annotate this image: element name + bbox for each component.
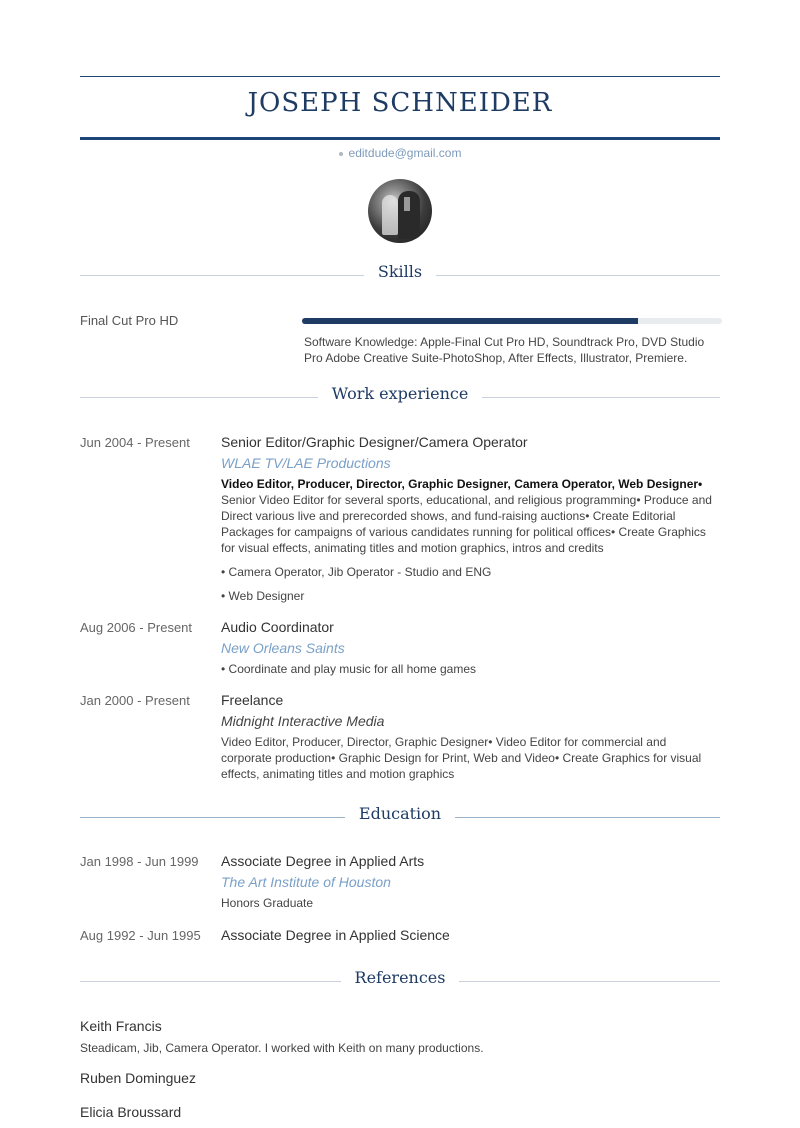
employer-name: Midnight Interactive Media [221,713,385,729]
reference-name: Ruben Dominguez [80,1070,196,1086]
header-top-rule [80,76,720,77]
job-bullet: • Web Designer [221,589,305,603]
education-dates: Jan 1998 - Jun 1999 [80,854,199,869]
work-entry [221,434,716,604]
degree-title: Associate Degree in Applied Science [221,927,450,943]
degree-title: Associate Degree in Applied Arts [221,853,425,869]
education-entry [221,853,716,911]
work-heading: Work experience [318,384,483,403]
education-note: Honors Graduate [221,896,314,910]
job-bullet: • Camera Operator, Jib Operator - Studio and ENG [221,565,492,579]
school-link[interactable]: The Art Institute of Houston [221,874,391,890]
job-title: Freelance [221,692,284,708]
work-dates: Aug 2006 - Present [80,620,193,635]
job-bullet: • Coordinate and play music for all home games [221,662,476,676]
job-description: Video Editor, Producer, Director, Graphic Designer• Video Editor for commercial and corporate production• Graphic Design for Print, Web and Video• Create Graphics for visual effects, animating titles and motion graphics [221,735,702,781]
work-entry [221,692,716,782]
job-title: Senior Editor/Graphic Designer/Camera Operator [221,434,528,450]
education-entry [221,927,716,943]
skill-level-fill [302,318,638,324]
work-dates: Jun 2004 - Present [80,435,190,450]
bullet-icon [339,152,343,156]
reference-name: Keith Francis [80,1018,162,1034]
skills-heading: Skills [364,262,436,281]
skill-description: Software Knowledge: Apple-Final Cut Pro HD, Soundtrack Pro, DVD Studio Pro Adobe Creative Suite-PhotoShop, After Effects, Illustrator, Premiere. [304,335,705,365]
education-heading: Education [345,804,455,823]
skill-name: Final Cut Pro HD [80,313,179,328]
job-description: Senior Video Editor for several sports, educational, and religious programming• Produce and Direct various live and prerecorded shows, and fund-raising auctions• Create Editorial Packages for campaigns of various candidates running for political offices• Create Graphics for visual effects, animating titles and motion graphics, intros and credits [221,493,712,555]
work-entry [221,619,716,677]
reference-description: Steadicam, Jib, Camera Operator. I worked with Keith on many productions. [80,1041,484,1055]
education-dates: Aug 1992 - Jun 1995 [80,928,201,943]
employer-link[interactable]: New Orleans Saints [221,640,345,656]
email-link[interactable]: editdude@gmail.com [348,146,462,160]
avatar [368,179,432,243]
job-highlight: Video Editor, Producer, Director, Graphic Designer, Camera Operator, Web Designer• [221,477,703,491]
references-heading: References [341,968,460,987]
work-dates: Jan 2000 - Present [80,693,190,708]
employer-link[interactable]: WLAE TV/LAE Productions [221,455,391,471]
contact-row [80,146,720,160]
reference-name: Elicia Broussard [80,1104,182,1120]
candidate-name: JOSEPH SCHNEIDER [247,88,553,118]
skill-level-bar [302,318,722,324]
header-bottom-rule [80,137,720,140]
job-title: Audio Coordinator [221,619,334,635]
